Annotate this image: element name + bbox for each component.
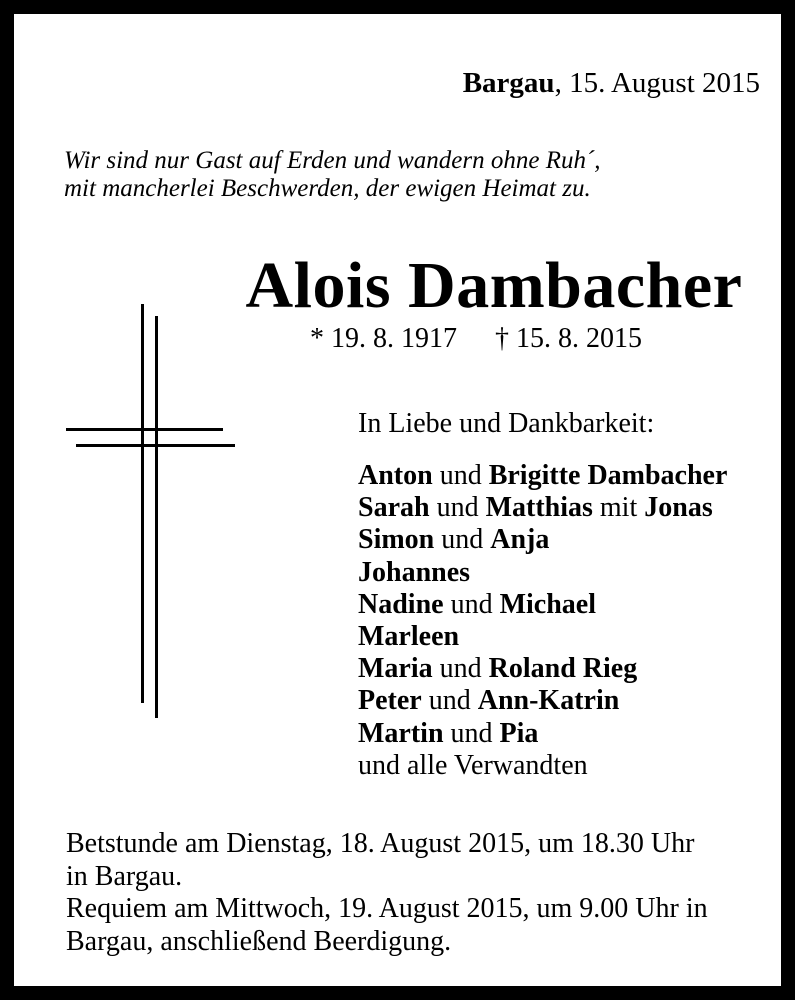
service-line: Requiem am Mittwoch, 19. August 2015, um 9.00 Uhr in <box>66 893 708 924</box>
mourner-name: Marleen <box>358 621 460 653</box>
mourner-name: Nadine <box>358 588 444 620</box>
mourner-connector: und <box>432 653 489 685</box>
mourner-connector: und alle Verwandten <box>358 749 588 781</box>
birth-date: * 19. 8. 1917 <box>310 323 457 354</box>
service-details <box>66 828 766 958</box>
service-line: Betstunde am Dienstag, 18. August 2015, um 18.30 Uhr <box>66 828 695 859</box>
mourner-name: Pia <box>499 717 539 749</box>
thanks-intro: In Liebe und Dankbarkeit: <box>358 408 655 439</box>
mourner-name: Matthias <box>485 492 593 524</box>
mourner-name: Johannes <box>358 556 471 588</box>
service-line: Bargau, anschließend Beerdigung. <box>66 925 452 957</box>
place: Bargau <box>462 67 555 99</box>
verse-line: mit mancherlei Beschwerden, der ewigen Heimat zu. <box>64 175 591 202</box>
mourners-list <box>358 460 727 782</box>
mourner-name: Anja <box>490 524 550 556</box>
mourner-name: Simon <box>358 524 435 556</box>
mourner-name: Ann-Katrin <box>477 685 620 717</box>
death-date: † 15. 8. 2015 <box>495 323 642 354</box>
deceased-name: Alois Dambacher <box>245 249 743 322</box>
mourner-row <box>358 557 727 589</box>
mourner-connector: und <box>443 717 500 749</box>
memorial-verse <box>64 147 764 203</box>
mourner-row <box>358 589 727 621</box>
mourner-row <box>358 524 727 556</box>
life-dates <box>310 322 690 356</box>
mourner-connector: und <box>421 685 478 717</box>
mourner-row <box>358 621 727 653</box>
mourner-row <box>358 653 727 685</box>
mourner-name: Roland Rieg <box>488 653 638 685</box>
mourner-connector: und <box>434 524 491 556</box>
verse-line: Wir sind nur Gast auf Erden und wandern ohne Ruh´, <box>64 147 601 174</box>
service-line: in Bargau. <box>66 860 183 892</box>
mourner-row <box>358 460 727 492</box>
mourner-name: Jonas <box>644 492 713 524</box>
mourner-name: Michael <box>499 588 596 620</box>
mourner-row <box>358 750 727 782</box>
mourner-row <box>358 685 727 717</box>
mourner-connector: und <box>432 460 489 491</box>
mourner-connector: und <box>429 492 486 524</box>
mourner-row <box>358 718 727 750</box>
mourner-name: Peter <box>358 685 422 717</box>
place-date-line <box>414 66 760 100</box>
mourner-name: Martin <box>358 717 444 749</box>
mourner-connector: und <box>443 588 500 620</box>
mourner-name: Sarah <box>358 492 430 524</box>
mourner-connector: mit <box>592 492 645 524</box>
mourner-name: Maria <box>358 653 433 685</box>
mourner-name: Brigitte Dambacher <box>488 460 728 491</box>
mourner-name: Anton <box>358 460 433 491</box>
mourner-row <box>358 492 727 524</box>
notice-date: , 15. August 2015 <box>554 67 760 99</box>
